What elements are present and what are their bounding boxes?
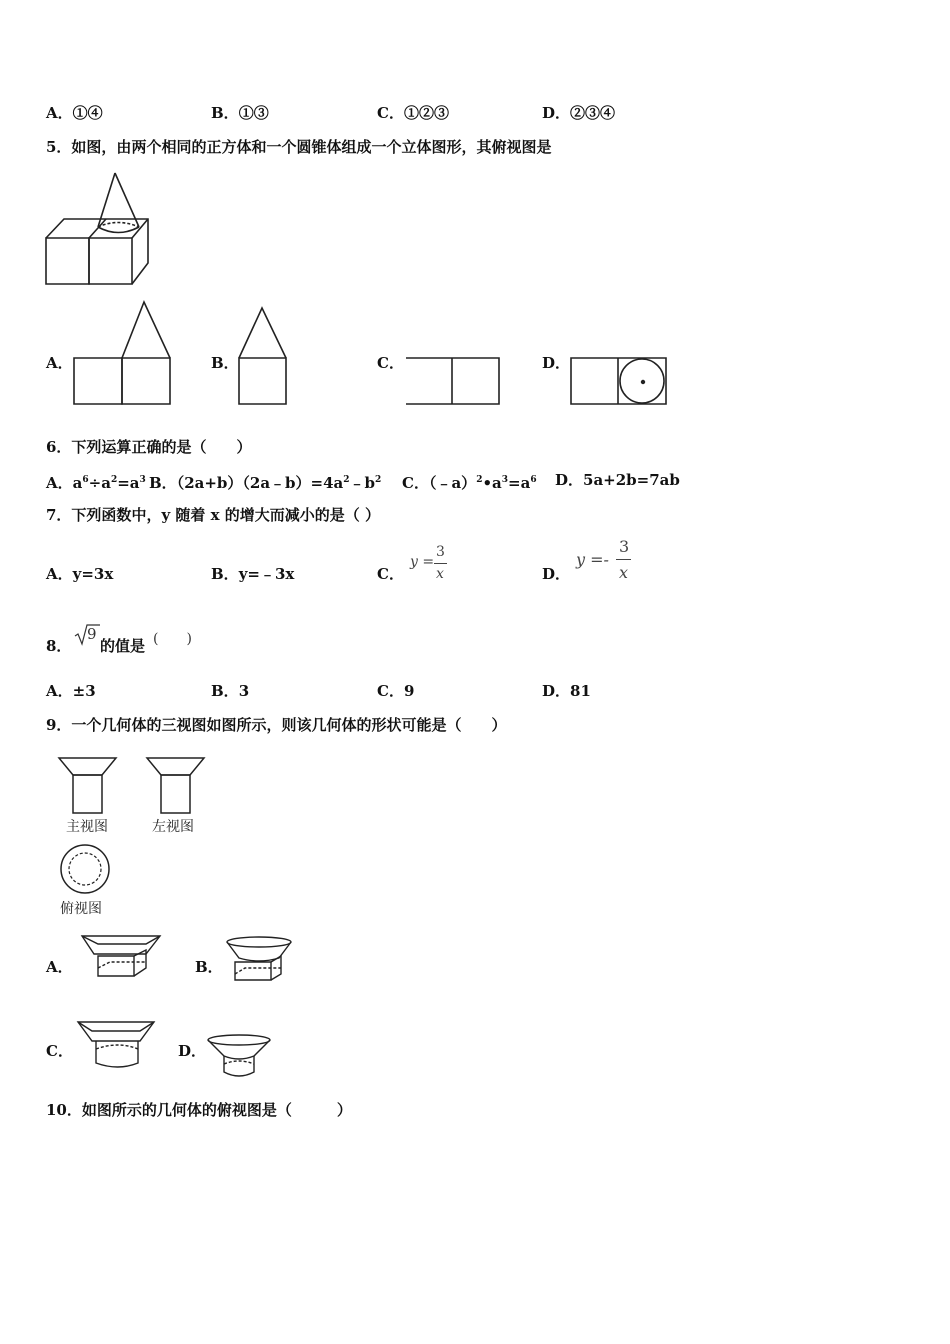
q10-stem: 10．如图所示的几何体的俯视图是（ ） — [46, 1101, 352, 1119]
q9-option-b-figure — [225, 936, 293, 984]
q7-option-b[interactable]: B．y=﹣3x — [211, 565, 295, 583]
q9-top-view-label: 俯视图 — [60, 901, 102, 917]
q8-option-a[interactable]: A．±3 — [46, 682, 96, 700]
q8-option-b[interactable]: B．3 — [211, 682, 250, 700]
q9-option-c[interactable]: C． — [46, 1042, 73, 1060]
q8-radicand: 9 — [87, 625, 97, 643]
q5-option-c-figure — [405, 357, 503, 407]
q6-option-c[interactable]: C．$(﹣a)^2•a^3=a^6$ — [402, 474, 537, 492]
q4-option-b[interactable]: B．①③ — [211, 104, 269, 122]
q7-option-a[interactable]: A．y=3x — [46, 565, 114, 583]
q4-option-a[interactable]: A．①④ — [46, 104, 103, 122]
q5-option-a-figure — [72, 300, 172, 406]
q5-option-a[interactable]: A． — [46, 354, 73, 372]
q9-stem: 9．一个几何体的三视图如图所示，则该几何体的形状可能是（ ） — [46, 716, 507, 734]
q9-left-view-label: 左视图 — [152, 819, 194, 835]
q7-option-c-numerator: 3 — [436, 544, 445, 560]
q8-option-c[interactable]: C．9 — [377, 682, 415, 700]
q7-stem: 7．下列函数中，y 随着 x 的增大而减小的是（ ） — [46, 506, 380, 524]
q9-front-view-figure — [58, 757, 118, 815]
q5-option-c[interactable]: C． — [377, 354, 404, 372]
q7-option-c-lhs: y = — [410, 554, 435, 570]
q9-option-d[interactable]: D． — [178, 1042, 207, 1060]
q5-option-d-figure — [570, 357, 670, 407]
q9-option-b[interactable]: B． — [195, 958, 223, 976]
q7-option-d-denominator: x — [619, 563, 629, 582]
q9-top-view-figure — [59, 843, 111, 895]
q7-option-c[interactable]: C． — [377, 565, 404, 583]
q5-option-d[interactable]: D． — [542, 354, 571, 372]
q6-option-d[interactable]: D．5a+2b=7ab — [555, 471, 680, 489]
q6-option-a[interactable]: A．$a^6\div a^2=a^3$ — [46, 474, 146, 492]
q6-option-b[interactable]: B．$(2a+b)(2a﹣b)=4a^2﹣b^2$ — [149, 474, 382, 492]
q9-front-view-label: 主视图 — [66, 819, 108, 835]
q5-option-b-figure — [238, 306, 288, 406]
q7-option-d-lhs: y =- — [576, 550, 609, 569]
q9-option-d-figure — [206, 1034, 272, 1080]
q6-stem: 6．下列运算正确的是（ ） — [46, 438, 252, 456]
q7-option-c-denominator: x — [436, 566, 444, 582]
q9-option-a[interactable]: A． — [46, 958, 73, 976]
q8-stem: 的值是 — [100, 637, 146, 655]
q9-left-view-figure — [146, 757, 206, 815]
q8-option-d[interactable]: D．81 — [542, 682, 591, 700]
q4-option-c[interactable]: C．①②③ — [377, 104, 449, 122]
q4-option-d[interactable]: D．②③④ — [542, 104, 616, 122]
q5-stem: 5．如图，由两个相同的正方体和一个圆锥体组成一个立体图形，其俯视图是 — [46, 138, 552, 156]
q9-option-c-figure — [76, 1019, 158, 1071]
q5-solid-figure — [44, 170, 154, 288]
q5-option-b[interactable]: B． — [211, 354, 239, 372]
q7-option-c-fraction-bar — [434, 563, 447, 564]
q8-answer-paren: ( ) — [153, 631, 192, 647]
q7-option-d[interactable]: D． — [542, 565, 571, 583]
q7-option-d-fraction-bar — [616, 559, 631, 560]
q9-option-a-figure — [80, 934, 162, 980]
q7-option-d-numerator: 3 — [619, 537, 630, 556]
q8-number: 8． — [46, 637, 72, 655]
